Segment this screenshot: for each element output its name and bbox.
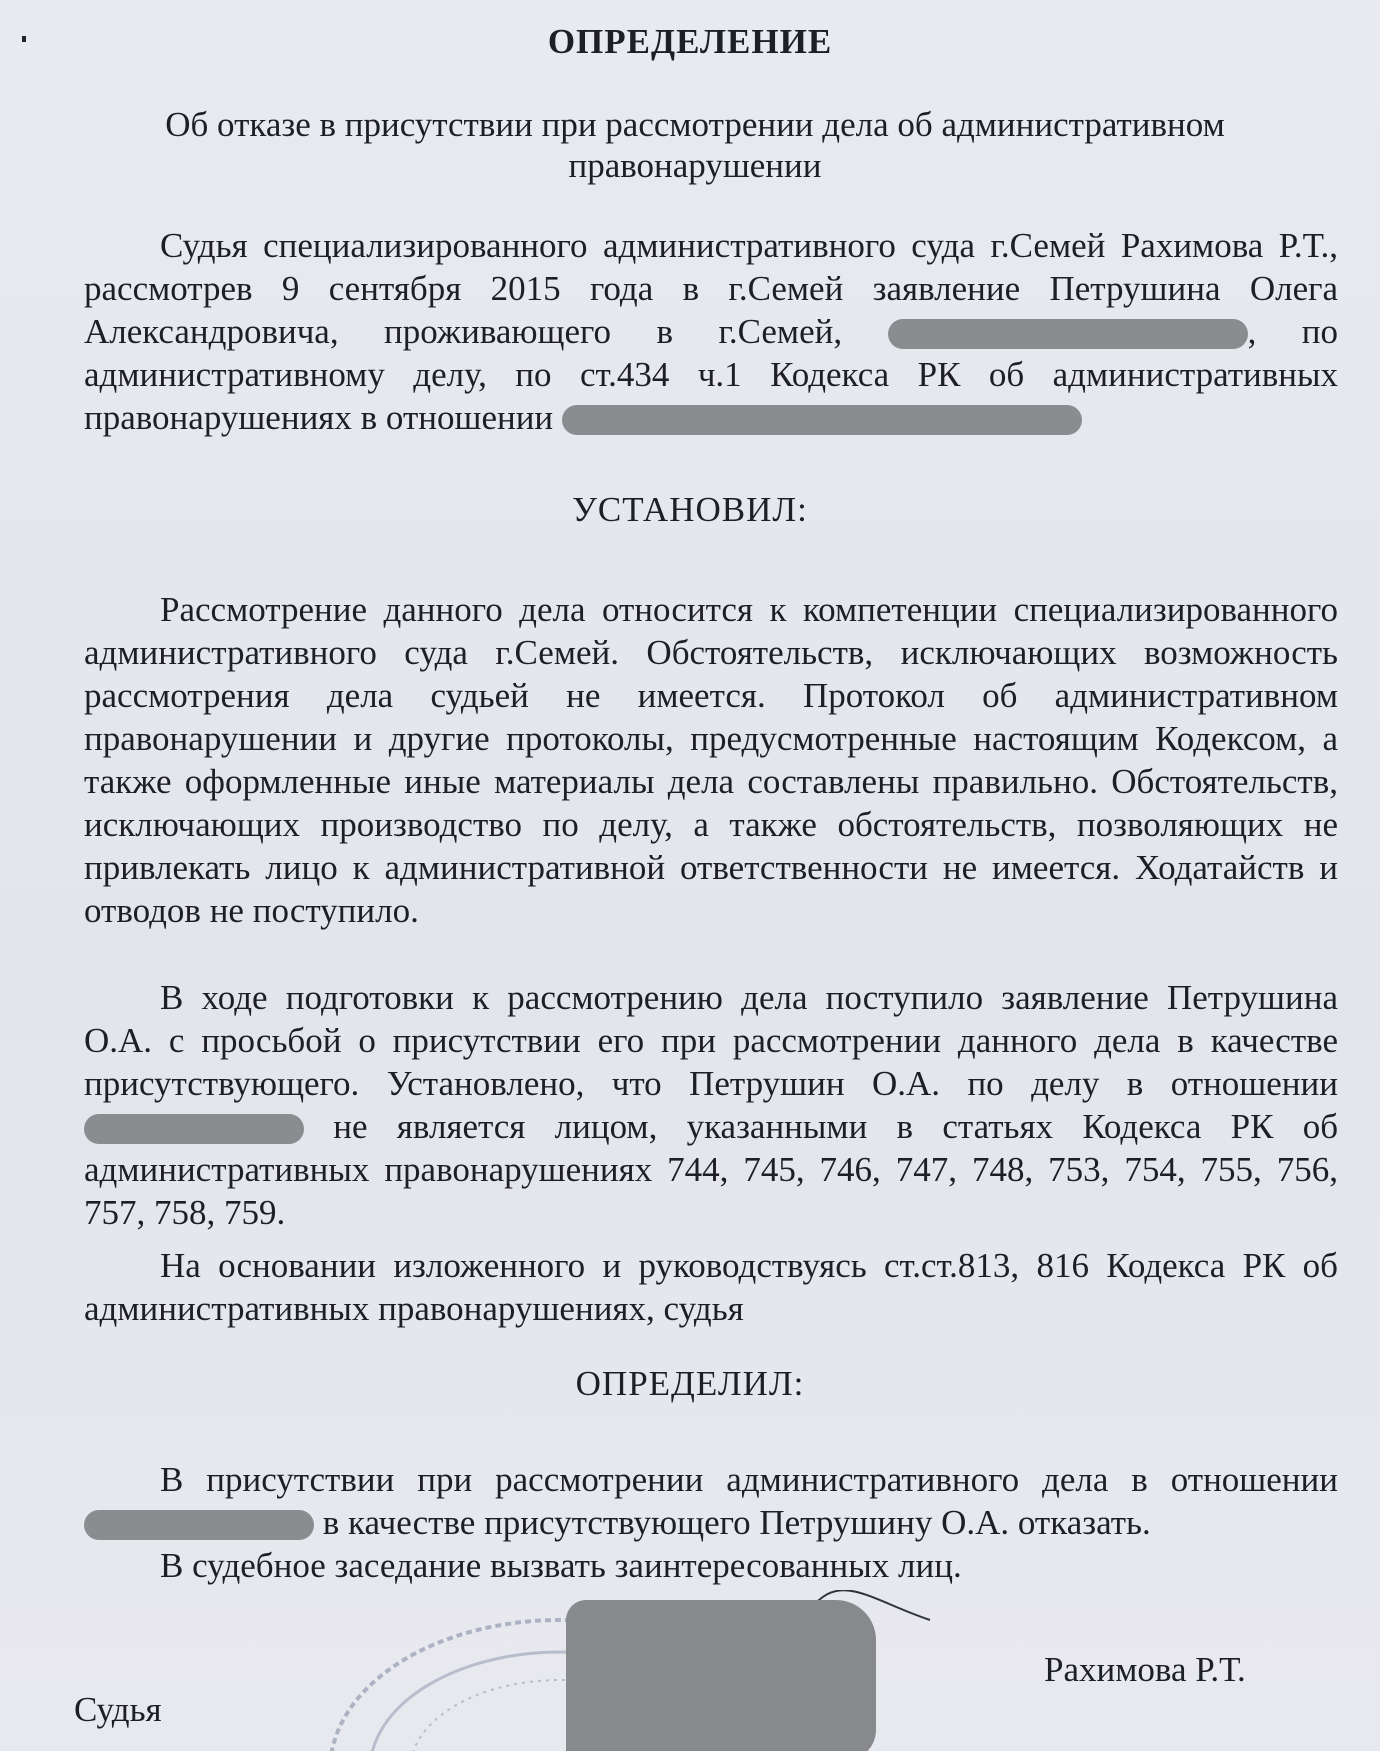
decision-paragraph-1 <box>84 1458 1338 1544</box>
paragraph-established: Рассмотрение данного дела относится к компетенции специализированного административного суда г.Семей. Обстоятельств, исключающих возможность рассмотрения дела судьей не имеется. Протокол об административном правонарушении и другие протоколы, предусмотренные настоящим Кодексом, а также оформленные иные материалы дела составлены правильно. Обстоятельств, исключающих производство по делу, а также обстоятельств, позволяющих не привлекать лицо к административной ответственности не имеется. Ходатайств и отводов не поступило. <box>84 590 1338 930</box>
preparation-text-1: В ходе подготовки к рассмотрению дела поступило заявление Петрушина О.А. с просьбой о присутствии его при рассмотрении данного дела в качестве присутствующего. Установлено, что Петрушин О.А. по делу в отношении <box>84 978 1338 1103</box>
redacted-person-name <box>562 405 1082 435</box>
signature-label: Судья <box>74 1690 162 1729</box>
preparation-text-2: не является лицом, указанными в статьях Кодекса РК об административных правонарушениях 744, 745, 746, 747, 748, 753, 754, 755, 756, 757, 758, 759. <box>84 1107 1339 1232</box>
redacted-person-name-2 <box>84 1114 304 1144</box>
section-decided: ОПРЕДЕЛИЛ: <box>575 1364 805 1403</box>
document-subtitle: Об отказе в присутствии при рассмотрении дела об административном правонарушении <box>165 105 1225 185</box>
document-title: ОПРЕДЕЛЕНИЕ <box>547 22 833 61</box>
intro-paragraph <box>84 224 1338 439</box>
decision-paragraph-2: В судебное заседание вызвать заинтересованных лиц. <box>160 1546 962 1585</box>
redacted-signature <box>566 1600 876 1751</box>
redacted-address <box>888 319 1248 349</box>
intro-text-1: Судья специализированного административного суда г.Семей Рахимова Р.Т., рассмотрев 9 сентября 2015 года в г.Семей заявление Петрушина Олега Александровича, проживающего в г.Семей, <box>84 226 1338 351</box>
redacted-person-name-3 <box>84 1510 314 1540</box>
paragraph-grounds: На основании изложенного и руководствуясь ст.ст.813, 816 Кодекса РК об административных правонарушениях, судья <box>84 1246 1338 1328</box>
paragraph-preparation <box>84 976 1338 1234</box>
intro-text-2: , по административному делу, по ст.434 ч.1 Кодекса РК об административных правонарушениях в отношении <box>84 312 1339 437</box>
decision-text-1: В присутствии при рассмотрении административного дела в отношении <box>160 1460 1338 1499</box>
section-established: УСТАНОВИЛ: <box>572 490 808 529</box>
judge-name: Рахимова Р.Т. <box>1044 1650 1246 1689</box>
decision-text-2: в качестве присутствующего Петрушину О.А. отказать. <box>322 1503 1151 1542</box>
